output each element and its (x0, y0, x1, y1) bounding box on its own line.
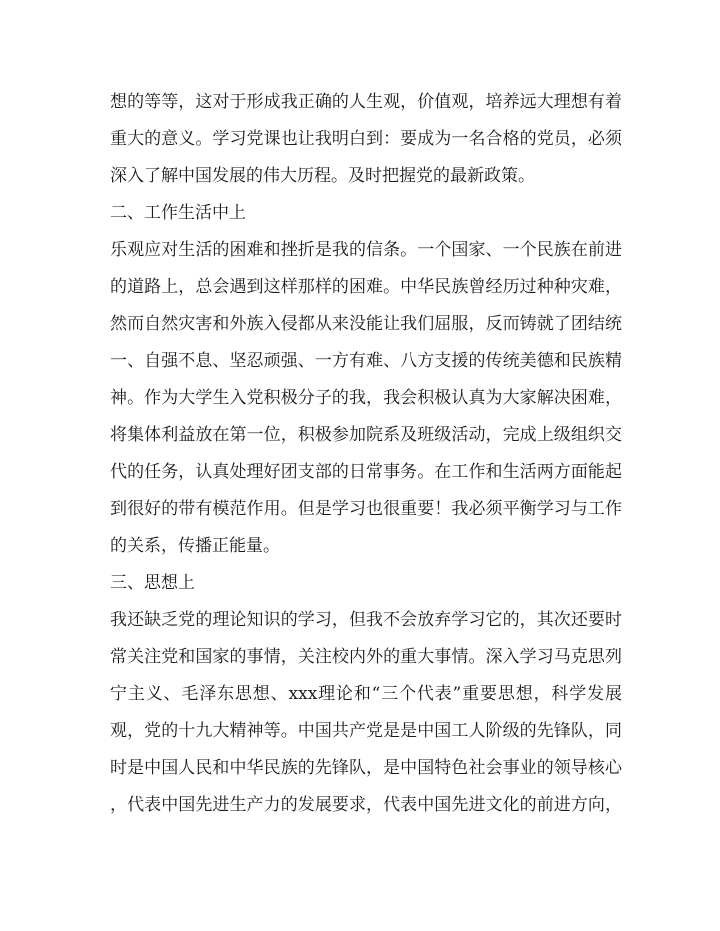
text-line: 我还缺乏党的理论知识的学习，但我不会放弃学习它的，其次还要时 (110, 610, 622, 630)
body-text (110, 84, 622, 824)
text-line: ，代表中国先进生产力的发展要求，代表中国先进文化的前进方向， (110, 795, 622, 815)
text-line: 深入了解中国发展的伟大历程。及时把握党的最新政策。 (110, 166, 535, 186)
text-line: 重大的意义。学习党课也让我明白到：要成为一名合格的党员，必须 (110, 129, 622, 149)
text-line: 观，党的十九大精神等。中国共产党是是中国工人阶级的先锋队，同 (110, 721, 622, 741)
section-heading-thought: 三、思想上 (110, 573, 195, 593)
text-line: 将集体利益放在第一位，积极参加院系及班级活动，完成上级组织交 (110, 425, 622, 445)
section-heading-work-life: 二、工作生活中上 (110, 203, 246, 223)
text-line: 然而自然灾害和外族入侵都从来没能让我们屈服，反而铸就了团结统 (110, 314, 622, 334)
text-line: 想的等等，这对于形成我正确的人生观，价值观，培养远大理想有着 (110, 92, 622, 112)
text-line: 的关系，传播正能量。 (110, 536, 280, 556)
text-line: 神。作为大学生入党积极分子的我，我会积极认真为大家解决困难， (110, 388, 622, 408)
text-line: 一、自强不息、坚忍顽强、一方有难、八方支援的传统美德和民族精 (110, 351, 622, 371)
text-line: 乐观应对生活的困难和挫折是我的信条。一个国家、一个民族在前进 (110, 240, 622, 260)
text-line: 宁主义、毛泽东思想、xxx理论和“三个代表”重要思想，科学发展 (110, 684, 622, 704)
text-line: 到很好的带有模范作用。但是学习也很重要！我必须平衡学习与工作 (110, 499, 622, 519)
text-line: 代的任务，认真处理好团支部的日常事务。在工作和生活两方面能起 (110, 462, 622, 482)
text-line: 常关注党和国家的事情，关注校内外的重大事情。深入学习马克思列 (110, 647, 622, 667)
text-line: 的道路上，总会遇到这样那样的困难。中华民族曾经历过种种灾难， (110, 277, 622, 297)
text-line: 时是中国人民和中华民族的先锋队，是中国特色社会事业的领导核心 (110, 758, 622, 778)
